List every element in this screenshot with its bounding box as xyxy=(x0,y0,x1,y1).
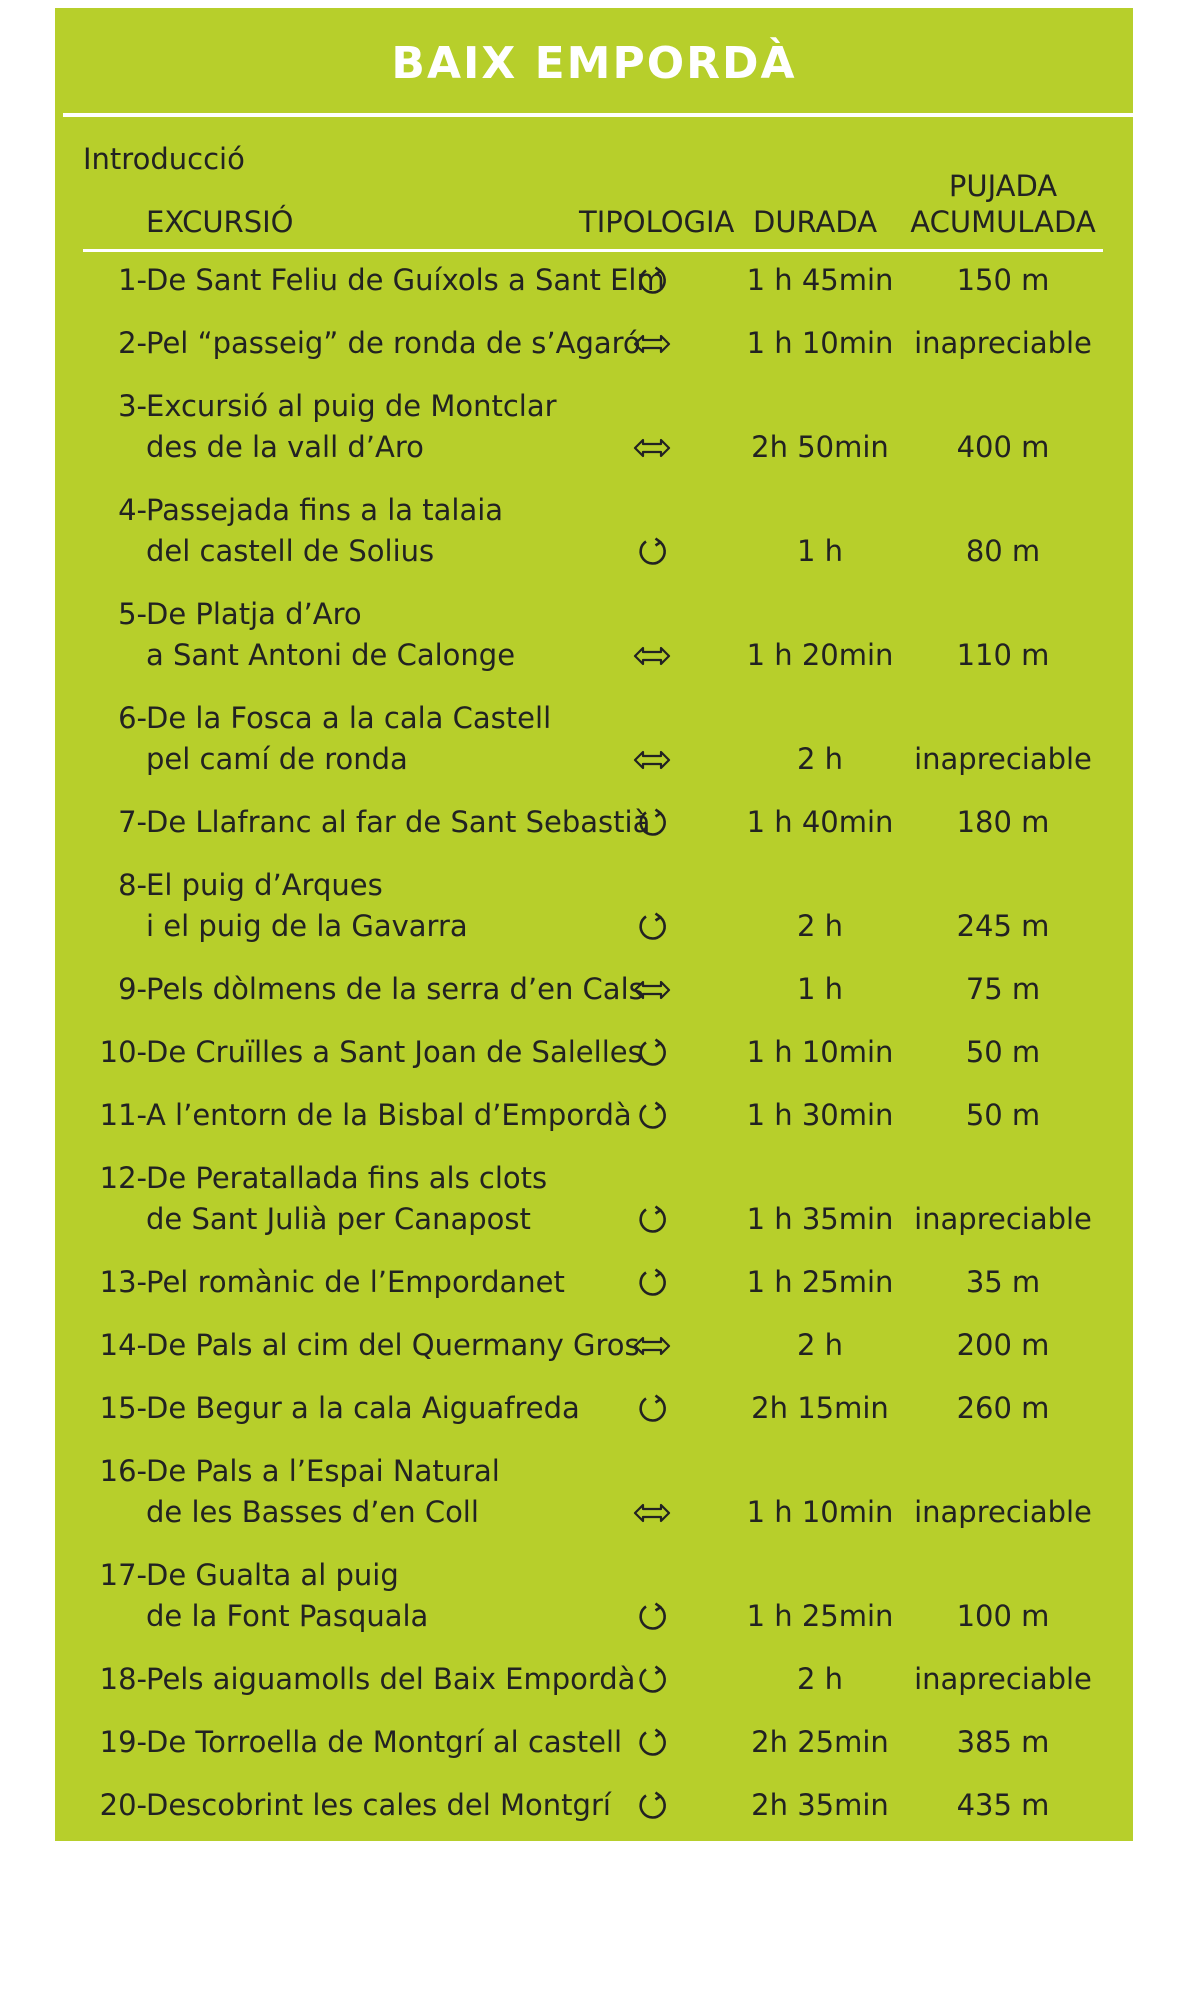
pujada-value: inapreciable xyxy=(914,326,1092,360)
excursion-name-line1: De la Fosca a la cala Castell xyxy=(146,701,552,735)
header-tipologia: TIPOLOGIA xyxy=(579,205,735,239)
excursion-number: 3- xyxy=(118,389,147,423)
excursion-name xyxy=(146,1555,666,1637)
excursion-name xyxy=(146,323,666,364)
excursion-name-line2: i el puig de la Gavarra xyxy=(146,909,468,943)
pujada-value: inapreciable xyxy=(914,1662,1092,1696)
excursion-row[interactable] xyxy=(55,1388,1133,1451)
intro-link[interactable]: Introducció xyxy=(83,142,245,176)
pujada-value: 50 m xyxy=(965,1035,1041,1069)
circular-icon xyxy=(631,531,673,572)
excursion-name xyxy=(146,386,666,468)
excursion-row[interactable] xyxy=(55,1785,1133,1848)
excursion-name-line1: De Gualta al puig xyxy=(146,1558,399,1592)
durada-value: 1 h 10min xyxy=(746,1495,894,1529)
durada-value: 2 h xyxy=(796,909,844,943)
excursion-name-line2: de Sant Julià per Canapost xyxy=(146,1202,531,1236)
excursion-name xyxy=(146,490,666,572)
excursion-name-line2: de la Font Pasquala xyxy=(146,1599,429,1633)
excursion-row[interactable] xyxy=(55,1262,1133,1325)
round-trip-icon xyxy=(631,427,673,468)
excursion-number: 15- xyxy=(99,1391,147,1425)
pujada-value: 400 m xyxy=(956,430,1050,464)
circular-icon xyxy=(631,906,673,947)
round-trip-icon xyxy=(631,635,673,676)
round-trip-icon xyxy=(631,1492,673,1533)
excursion-name xyxy=(146,1325,666,1366)
pujada-value: 50 m xyxy=(965,1098,1041,1132)
excursion-row[interactable] xyxy=(55,969,1133,1032)
excursion-number: 19- xyxy=(99,1725,147,1759)
excursion-row[interactable] xyxy=(55,802,1133,865)
durada-value: 1 h 10min xyxy=(746,1035,894,1069)
durada-value: 2 h xyxy=(796,742,844,776)
durada-value: 2 h xyxy=(796,1662,844,1696)
pujada-value: 75 m xyxy=(965,972,1041,1006)
excursion-name xyxy=(146,1262,666,1303)
durada-value: 2h 35min xyxy=(751,1788,889,1822)
round-trip-icon xyxy=(631,323,673,364)
pujada-value: 260 m xyxy=(956,1391,1050,1425)
excursion-number: 20- xyxy=(99,1788,147,1822)
circular-icon xyxy=(631,1659,673,1700)
excursion-name xyxy=(146,1388,666,1429)
excursion-name-line1: De Sant Feliu de Guíxols a Sant Elm xyxy=(146,263,665,297)
circular-icon xyxy=(631,1199,673,1240)
circular-icon xyxy=(631,1388,673,1429)
round-trip-icon xyxy=(631,1325,673,1366)
excursion-row[interactable] xyxy=(55,323,1133,386)
durada-value: 1 h 20min xyxy=(746,638,894,672)
header-pujada-line1: PUJADA xyxy=(948,169,1058,203)
excursion-name xyxy=(146,1158,666,1240)
pujada-value: 80 m xyxy=(965,534,1041,568)
excursion-panel xyxy=(55,8,1133,1841)
excursion-row[interactable] xyxy=(55,865,1133,969)
header-pujada-acumulada xyxy=(897,168,1109,240)
excursion-row[interactable] xyxy=(55,1659,1133,1722)
header-durada: DURADA xyxy=(753,205,878,239)
durada-value: 2h 25min xyxy=(751,1725,889,1759)
excursion-row[interactable] xyxy=(55,260,1133,323)
durada-value: 1 h 30min xyxy=(746,1098,894,1132)
excursion-number: 10- xyxy=(99,1035,147,1069)
circular-icon xyxy=(631,1262,673,1303)
excursion-name-line2: des de la vall d’Aro xyxy=(146,430,424,464)
durada-value: 1 h 25min xyxy=(746,1599,894,1633)
excursion-number: 6- xyxy=(118,701,147,735)
durada-value: 1 h 45min xyxy=(746,263,894,297)
excursion-name-line2: de les Basses d’en Coll xyxy=(146,1495,479,1529)
excursion-name xyxy=(146,594,666,676)
header-pujada-line2: ACUMULADA xyxy=(910,205,1096,239)
pujada-value: 35 m xyxy=(965,1265,1041,1299)
excursion-name-line1: De Peratallada fins als clots xyxy=(146,1161,548,1195)
pujada-value: inapreciable xyxy=(914,742,1092,776)
pujada-value: inapreciable xyxy=(914,1202,1092,1236)
pujada-value: inapreciable xyxy=(914,1495,1092,1529)
excursion-name xyxy=(146,802,666,843)
excursion-name xyxy=(146,1451,666,1533)
excursion-list xyxy=(55,260,1133,1848)
excursion-row[interactable] xyxy=(55,1158,1133,1262)
excursion-name-line1: De Cruïlles a Sant Joan de Salelles xyxy=(146,1035,643,1069)
excursion-name-line1: Passejada fins a la talaia xyxy=(146,493,504,527)
excursion-name-line1: Pels dòlmens de la serra d’en Cals xyxy=(146,972,644,1006)
excursion-number: 16- xyxy=(99,1454,147,1488)
excursion-name xyxy=(146,1659,666,1700)
excursion-row[interactable] xyxy=(55,1095,1133,1158)
excursion-row[interactable] xyxy=(55,1325,1133,1388)
excursion-name xyxy=(146,865,666,947)
pujada-value: 110 m xyxy=(956,638,1050,672)
pujada-value: 200 m xyxy=(956,1328,1050,1362)
pujada-value: 150 m xyxy=(956,263,1050,297)
excursion-row[interactable] xyxy=(55,386,1133,490)
excursion-name xyxy=(146,698,666,780)
excursion-row[interactable] xyxy=(55,594,1133,698)
excursion-name-line1: El puig d’Arques xyxy=(146,868,383,902)
durada-value: 1 h xyxy=(796,972,844,1006)
excursion-number: 4- xyxy=(118,493,147,527)
pujada-value: 100 m xyxy=(956,1599,1050,1633)
durada-value: 2h 50min xyxy=(751,430,889,464)
excursion-name-line1: Excursió al puig de Montclar xyxy=(146,389,557,423)
excursion-name-line1: De Pals a l’Espai Natural xyxy=(146,1454,500,1488)
round-trip-icon xyxy=(631,739,673,780)
pujada-value: 245 m xyxy=(956,909,1050,943)
round-trip-icon xyxy=(631,969,673,1010)
durada-value: 1 h 40min xyxy=(746,805,894,839)
excursion-name-line1: De Torroella de Montgrí al castell xyxy=(146,1725,623,1759)
excursion-row[interactable] xyxy=(55,490,1133,594)
excursion-number: 11- xyxy=(99,1098,147,1132)
title-divider xyxy=(63,113,1133,117)
excursion-name-line1: Pel romànic de l’Empordanet xyxy=(146,1265,565,1299)
excursion-name-line1: A l’entorn de la Bisbal d’Empordà xyxy=(146,1098,632,1132)
excursion-name-line1: De Pals al cim del Quermany Gros xyxy=(146,1328,640,1362)
header-divider xyxy=(83,249,1103,252)
circular-icon xyxy=(631,1722,673,1763)
excursion-name xyxy=(146,1722,666,1763)
excursion-name-line1: De Llafranc al far de Sant Sebastià xyxy=(146,805,651,839)
excursion-name xyxy=(146,260,666,301)
durada-value: 1 h xyxy=(796,534,844,568)
excursion-row[interactable] xyxy=(55,1555,1133,1659)
excursion-name-line1: De Platja d’Aro xyxy=(146,597,362,631)
excursion-number: 5- xyxy=(118,597,147,631)
excursion-number: 1- xyxy=(118,263,147,297)
durada-value: 2 h xyxy=(796,1328,844,1362)
circular-icon xyxy=(631,802,673,843)
durada-value: 1 h 35min xyxy=(746,1202,894,1236)
excursion-name xyxy=(146,1095,666,1136)
excursion-name xyxy=(146,1785,666,1826)
excursion-number: 2- xyxy=(118,326,147,360)
excursion-name xyxy=(146,969,666,1010)
excursion-name-line2: a Sant Antoni de Calonge xyxy=(146,638,516,672)
excursion-number: 14- xyxy=(99,1328,147,1362)
excursion-number: 12- xyxy=(99,1161,147,1195)
circular-icon xyxy=(631,1596,673,1637)
excursion-name xyxy=(146,1032,666,1073)
circular-icon xyxy=(631,1095,673,1136)
durada-value: 1 h 10min xyxy=(746,326,894,360)
excursion-row[interactable] xyxy=(55,1722,1133,1785)
excursion-name-line1: Pels aiguamolls del Baix Empordà xyxy=(146,1662,636,1696)
excursion-number: 7- xyxy=(118,805,147,839)
excursion-name-line1: Descobrint les cales del Montgrí xyxy=(146,1788,611,1822)
excursion-number: 8- xyxy=(118,868,147,902)
excursion-name-line1: De Begur a la cala Aiguafreda xyxy=(146,1391,580,1425)
pujada-value: 435 m xyxy=(956,1788,1050,1822)
excursion-name-line2: del castell de Solius xyxy=(146,534,435,568)
excursion-row[interactable] xyxy=(55,698,1133,802)
pujada-value: 385 m xyxy=(956,1725,1050,1759)
durada-value: 2h 15min xyxy=(751,1391,889,1425)
header-excursio: EXCURSIÓ xyxy=(146,205,294,239)
excursion-row[interactable] xyxy=(55,1032,1133,1095)
circular-icon xyxy=(631,260,673,301)
excursion-row[interactable] xyxy=(55,1451,1133,1555)
excursion-number: 13- xyxy=(99,1265,147,1299)
page-title: BAIX EMPORDÀ xyxy=(391,38,797,89)
excursion-name-line2: pel camí de ronda xyxy=(146,742,408,776)
pujada-value: 180 m xyxy=(956,805,1050,839)
circular-icon xyxy=(631,1785,673,1826)
excursion-number: 18- xyxy=(99,1662,147,1696)
excursion-number: 9- xyxy=(118,972,147,1006)
excursion-number: 17- xyxy=(99,1558,147,1592)
excursion-name-line1: Pel “passeig” de ronda de s’Agaró xyxy=(146,326,641,360)
durada-value: 1 h 25min xyxy=(746,1265,894,1299)
circular-icon xyxy=(631,1032,673,1073)
